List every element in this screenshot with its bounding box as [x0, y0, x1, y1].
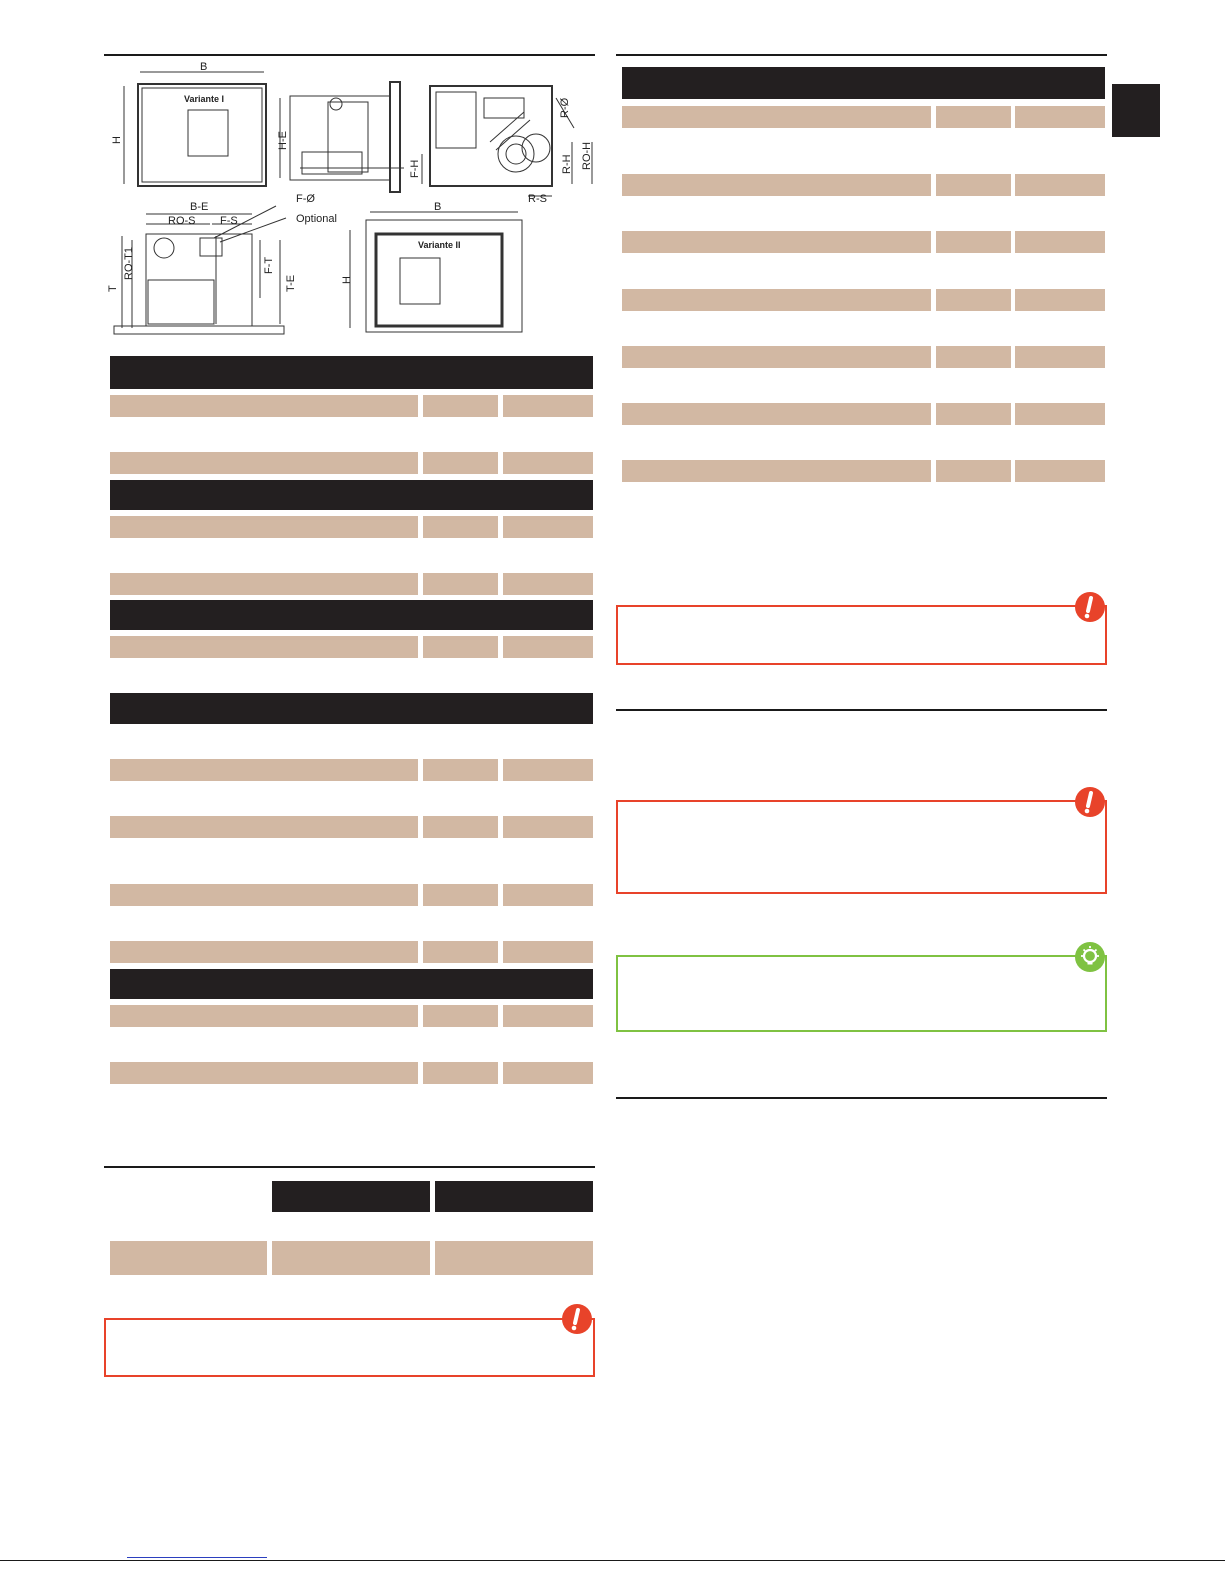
- left-row-4-value-cell: [423, 573, 498, 595]
- left-row-7-unit-cell: [503, 816, 593, 838]
- right-row-3-label-cell: [622, 231, 931, 253]
- compare-row-col-2-cell: [435, 1241, 593, 1275]
- right-row-1-label-cell: [622, 106, 931, 128]
- dim-rdia-label: R-Ø: [559, 97, 571, 118]
- left-row-1-label-cell: [110, 395, 418, 417]
- optional-label: Optional: [296, 213, 337, 225]
- variante-2-label: Variante II: [418, 240, 461, 250]
- dim-h2-label: H: [341, 276, 353, 284]
- left-row-3-unit-cell: [503, 516, 593, 538]
- dim-rot1-label: RO-T1: [123, 247, 135, 280]
- dim-fdia-label: F-Ø: [296, 193, 315, 205]
- left-row-5-unit-cell: [503, 636, 593, 658]
- right-row-2-unit-cell: [1015, 174, 1105, 196]
- left-row-2-unit-cell: [503, 452, 593, 474]
- left-top-rule: [104, 54, 595, 56]
- dim-h-label: H: [111, 136, 123, 144]
- chapter-tab-marker: [1112, 84, 1160, 137]
- left-row-8-value-cell: [423, 884, 498, 906]
- right-tip-box: [616, 955, 1107, 1032]
- dim-be-label: B-E: [190, 201, 209, 213]
- right-row-2-label-cell: [622, 174, 931, 196]
- right-row-6-value-cell: [936, 403, 1011, 425]
- footer-rule: [0, 1560, 1225, 1561]
- right-row-1-value-cell: [936, 106, 1011, 128]
- left-row-4-label-cell: [110, 573, 418, 595]
- lightbulb-icon: [1075, 942, 1105, 972]
- right-row-7-label-cell: [622, 460, 931, 482]
- dim-te-label: T-E: [285, 274, 297, 292]
- left-row-5-value-cell: [423, 636, 498, 658]
- warning-icon: [562, 1304, 592, 1334]
- dim-rs-label: R-S: [528, 193, 547, 205]
- left-row-9-unit-cell: [503, 941, 593, 963]
- left-row-11-value-cell: [423, 1062, 498, 1084]
- dim-b2-label: B: [434, 201, 442, 213]
- left-row-4-unit-cell: [503, 573, 593, 595]
- left-row-5-label-cell: [110, 636, 418, 658]
- dim-ft-label: F-T: [263, 256, 275, 274]
- variante-1-label: Variante I: [184, 94, 225, 104]
- left-row-7-value-cell: [423, 816, 498, 838]
- footer-link-underline[interactable]: [127, 1557, 267, 1558]
- left-bottom-rule: [104, 1166, 595, 1168]
- right-row-6-unit-cell: [1015, 403, 1105, 425]
- dim-rh-label: R-H: [561, 154, 573, 174]
- left-row-8-unit-cell: [503, 884, 593, 906]
- left-section-header-2: [110, 480, 593, 510]
- right-warning-box-2: [616, 800, 1107, 894]
- right-section-header-1: [622, 67, 1105, 99]
- right-row-6-label-cell: [622, 403, 931, 425]
- dim-b-label: B: [200, 61, 208, 73]
- left-row-1-value-cell: [423, 395, 498, 417]
- right-row-1-unit-cell: [1015, 106, 1105, 128]
- left-row-9-value-cell: [423, 941, 498, 963]
- dim-fs-label: F-S: [220, 215, 238, 227]
- left-row-6-label-cell: [110, 759, 418, 781]
- right-top-rule: [616, 54, 1107, 56]
- right-warning-box-1: [616, 605, 1107, 665]
- left-section-header-5: [110, 969, 593, 999]
- left-row-2-value-cell: [423, 452, 498, 474]
- left-row-11-unit-cell: [503, 1062, 593, 1084]
- dim-t-label: T: [107, 285, 119, 292]
- left-section-header-4: [110, 693, 593, 724]
- left-row-9-label-cell: [110, 941, 418, 963]
- left-row-1-unit-cell: [503, 395, 593, 417]
- right-bottom-rule: [616, 1097, 1107, 1099]
- right-row-7-value-cell: [936, 460, 1011, 482]
- dim-roh-label: RO-H: [581, 141, 593, 170]
- left-row-6-unit-cell: [503, 759, 593, 781]
- right-row-4-label-cell: [622, 289, 931, 311]
- right-row-7-unit-cell: [1015, 460, 1105, 482]
- left-warning-box: [104, 1318, 595, 1377]
- technical-drawing: [104, 58, 595, 342]
- compare-row-col-1-cell: [272, 1241, 430, 1275]
- left-section-header-3: [110, 600, 593, 630]
- left-row-8-label-cell: [110, 884, 418, 906]
- left-row-11-label-cell: [110, 1062, 418, 1084]
- left-row-2-label-cell: [110, 452, 418, 474]
- right-row-5-value-cell: [936, 346, 1011, 368]
- left-row-10-value-cell: [423, 1005, 498, 1027]
- right-row-5-unit-cell: [1015, 346, 1105, 368]
- left-row-10-label-cell: [110, 1005, 418, 1027]
- left-row-10-unit-cell: [503, 1005, 593, 1027]
- right-middle-rule: [616, 709, 1107, 711]
- right-row-4-value-cell: [936, 289, 1011, 311]
- right-row-2-value-cell: [936, 174, 1011, 196]
- compare-header-col-1: [272, 1181, 430, 1212]
- warning-icon: [1075, 787, 1105, 817]
- warning-icon: [1075, 592, 1105, 622]
- dim-fh-label: F-H: [409, 159, 421, 178]
- compare-header-col-2: [435, 1181, 593, 1212]
- left-section-header-1: [110, 356, 593, 389]
- right-row-5-label-cell: [622, 346, 931, 368]
- right-row-4-unit-cell: [1015, 289, 1105, 311]
- left-row-7-label-cell: [110, 816, 418, 838]
- dim-he-label: H-E: [277, 131, 289, 150]
- left-row-6-value-cell: [423, 759, 498, 781]
- compare-row-label-cell: [110, 1241, 267, 1275]
- dim-ros-label: RO-S: [168, 215, 196, 227]
- left-row-3-label-cell: [110, 516, 418, 538]
- right-row-3-unit-cell: [1015, 231, 1105, 253]
- right-row-3-value-cell: [936, 231, 1011, 253]
- left-row-3-value-cell: [423, 516, 498, 538]
